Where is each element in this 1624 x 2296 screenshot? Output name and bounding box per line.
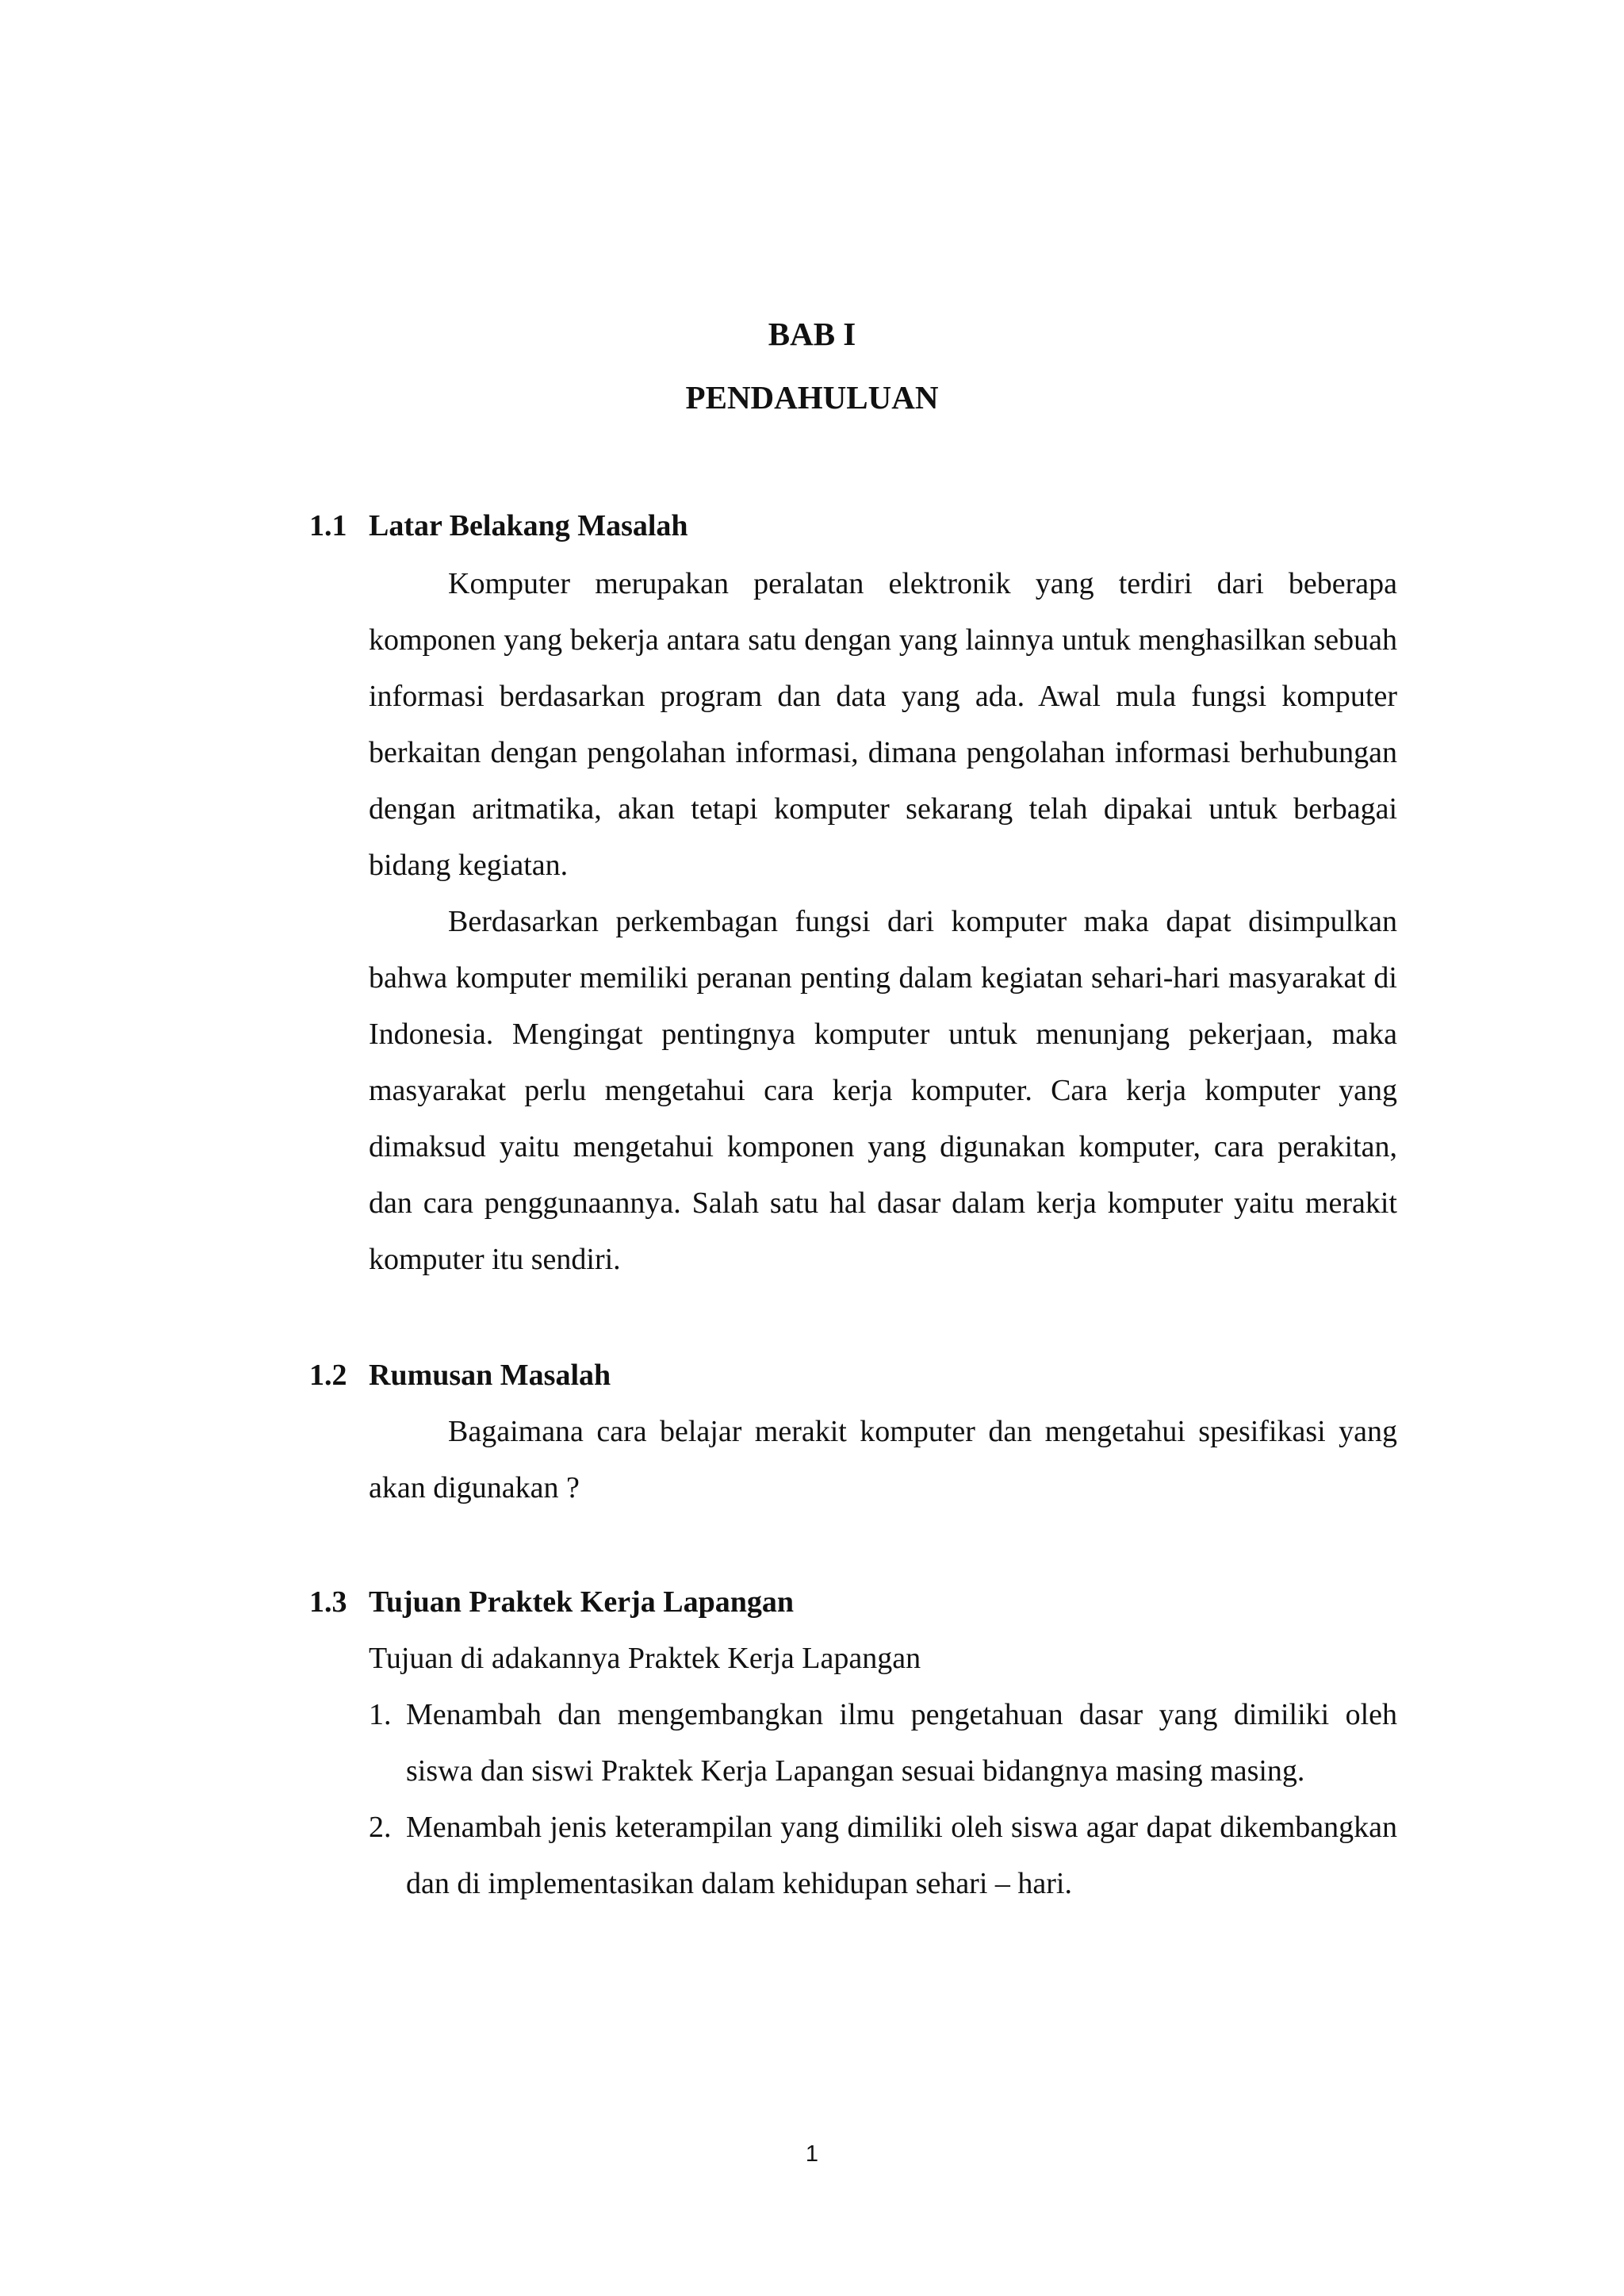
chapter-title: PENDAHULUAN xyxy=(685,379,939,416)
list-item-text: Menambah jenis keterampilan yang dimiliki oleh siswa agar dapat dikembangkan dan di implementasikan dalam kehidupan sehari – hari. xyxy=(406,1811,1397,1900)
list-marker: 2. xyxy=(369,1811,392,1844)
section-number: 1.2 xyxy=(309,1359,347,1392)
paragraph: Bagaimana cara belajar merakit komputer dan mengetahui spesifikasi yang akan digunakan ? xyxy=(369,1415,1397,1504)
list-item-text: Menambah dan mengembangkan ilmu pengetahuan dasar yang dimiliki oleh siswa dan siswi Praktek Kerja Lapangan sesuai bidangnya masing masing. xyxy=(406,1698,1397,1788)
section-heading-rumusan-masalah xyxy=(309,1358,611,1393)
section-number: 1.1 xyxy=(309,509,347,542)
chapter-number: BAB I xyxy=(768,316,856,352)
section-title: Tujuan Praktek Kerja Lapangan xyxy=(369,1585,794,1619)
list-item xyxy=(369,1687,1397,1800)
section-intro-tujuan-pkl: Tujuan di adakannya Praktek Kerja Lapangan xyxy=(369,1642,921,1675)
paragraph: Komputer merupakan peralatan elektronik yang terdiri dari beberapa komponen yang bekerja antara satu dengan yang lainnya untuk menghasilkan sebuah informasi berdasarkan program dan data yang ada. Awal mula fungsi komputer berkaitan dengan pengolahan informasi, dimana pengolahan informasi berhubungan dengan aritmatika, akan tetapi komputer sekarang telah dipakai untuk berbagai bidang kegiatan. xyxy=(369,567,1397,882)
section-heading-tujuan-pkl xyxy=(309,1585,794,1619)
section-body-rumusan-masalah xyxy=(369,1404,1397,1516)
page-number: 1 xyxy=(805,2141,819,2167)
section-body-latar-belakang xyxy=(369,556,1397,1288)
tujuan-list xyxy=(369,1687,1397,1912)
section-number: 1.3 xyxy=(309,1585,347,1619)
list-item xyxy=(369,1800,1397,1912)
list-marker: 1. xyxy=(369,1698,392,1731)
section-heading-latar-belakang xyxy=(309,508,688,543)
section-title: Latar Belakang Masalah xyxy=(369,509,688,542)
paragraph: Berdasarkan perkembagan fungsi dari komputer maka dapat disimpulkan bahwa komputer memiliki peranan penting dalam kegiatan sehari-hari masyarakat di Indonesia. Mengingat pentingnya komputer untuk menunjang pekerjaan, maka masyarakat perlu mengetahui cara kerja komputer. Cara kerja komputer yang dimaksud yaitu mengetahui komponen yang digunakan komputer, cara perakitan, dan cara penggunaannya. Salah satu hal dasar dalam kerja komputer yaitu merakit komputer itu sendiri. xyxy=(369,905,1397,1276)
section-title: Rumusan Masalah xyxy=(369,1359,611,1392)
